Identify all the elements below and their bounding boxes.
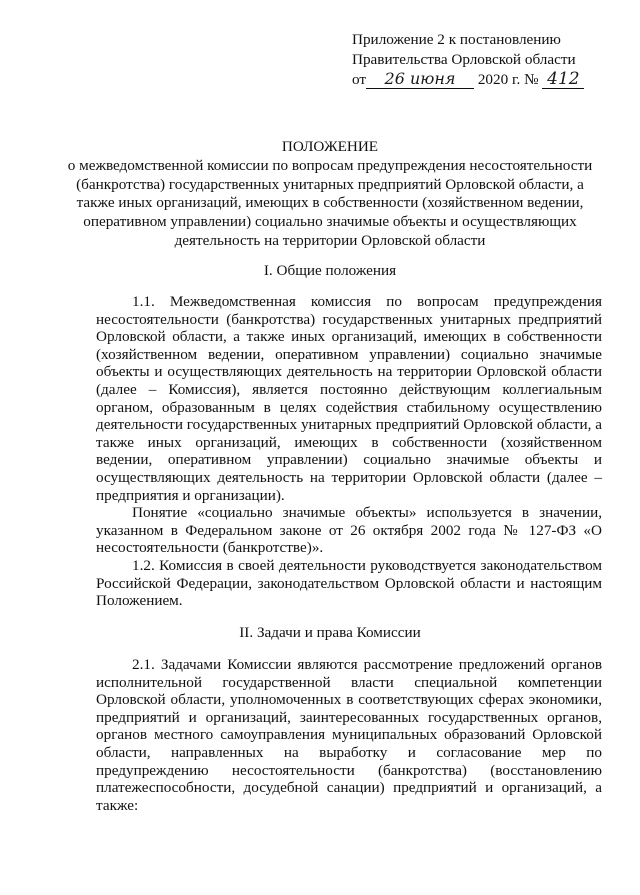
annex-line-1: Приложение 2 к постановлению <box>352 31 561 48</box>
annex-line-2: Правительства Орловской области <box>352 51 576 68</box>
paragraph-2-1: 2.1. Задачами Комиссии являются рассмотрение предложений органов исполнительной государственной власти специальной компетенции Орловской области, уполномоченных в соответствующих сферах экономики, предприятий и организаций, заинтересованных государственных органов, органов местного самоуправления муниципальных образований Орловской области, направленных на выработку и согласование мер по предупреждению несостоятельности (банкротства) (восстановлению платежеспособности, досудебной санации) предприятий и организаций, а также: <box>96 656 602 814</box>
paragraph-1-1-note: Понятие «социально значимые объекты» используется в значении, указанном в Федеральном законе от 26 октября 2002 года № 127-ФЗ «О несостоятельности (банкротстве)». <box>96 504 602 557</box>
annex-from-prefix: от <box>352 71 367 88</box>
section-1-body <box>96 293 602 610</box>
section-1-heading: I. Общие положения <box>263 262 397 279</box>
annex-year: 2020 г. <box>477 71 521 88</box>
annex-block <box>352 30 612 90</box>
section-2-body <box>96 656 602 814</box>
document-title-block <box>60 138 600 251</box>
paragraph-1-1: 1.1. Межведомственная комиссия по вопросам предупреждения несостоятельности (банкротства) государственных унитарных предприятий Орловской области, а также иных организаций, имеющих в собственности (хозяйственном ведении, оперативном управлении) социально значимые объекты и осуществляющих деятельность на территории Орловской области (далее – Комиссия), является постоянно действующим коллегиальным органом, образованным в целях содействия стабильному осуществлению деятельности государственных унитарных предприятий Орловской области, а также иных организаций, имеющих в собственности (хозяйственном ведении, оперативном управлении) социально значимые объекты и осуществляющих деятельность на территории Орловской области (далее – предприятия и организации). <box>96 293 602 504</box>
document-heading: ПОЛОЖЕНИЕ <box>281 138 379 155</box>
annex-number-sign: № <box>524 71 539 88</box>
document-subtitle: о межведомственной комиссии по вопросам предупреждения несостоятельности (банкротства) государственных унитарных предприятий Орловской области, а также иных организаций, имеющих в собственности (хозяйственном ведении, оперативном управлении) социально значимые объекты и осуществляющих деятельность на территории Орловской области <box>67 156 593 249</box>
paragraph-1-2: 1.2. Комиссия в своей деятельности руководствуется законодательством Российской Федерации, законодательством Орловской области и настоящим Положением. <box>96 556 602 610</box>
section-2-heading: II. Задачи и права Комиссии <box>239 624 421 641</box>
annex-date-line <box>352 70 612 90</box>
handwritten-number: 412 <box>542 70 584 89</box>
handwritten-date: 26 июня <box>366 70 474 89</box>
